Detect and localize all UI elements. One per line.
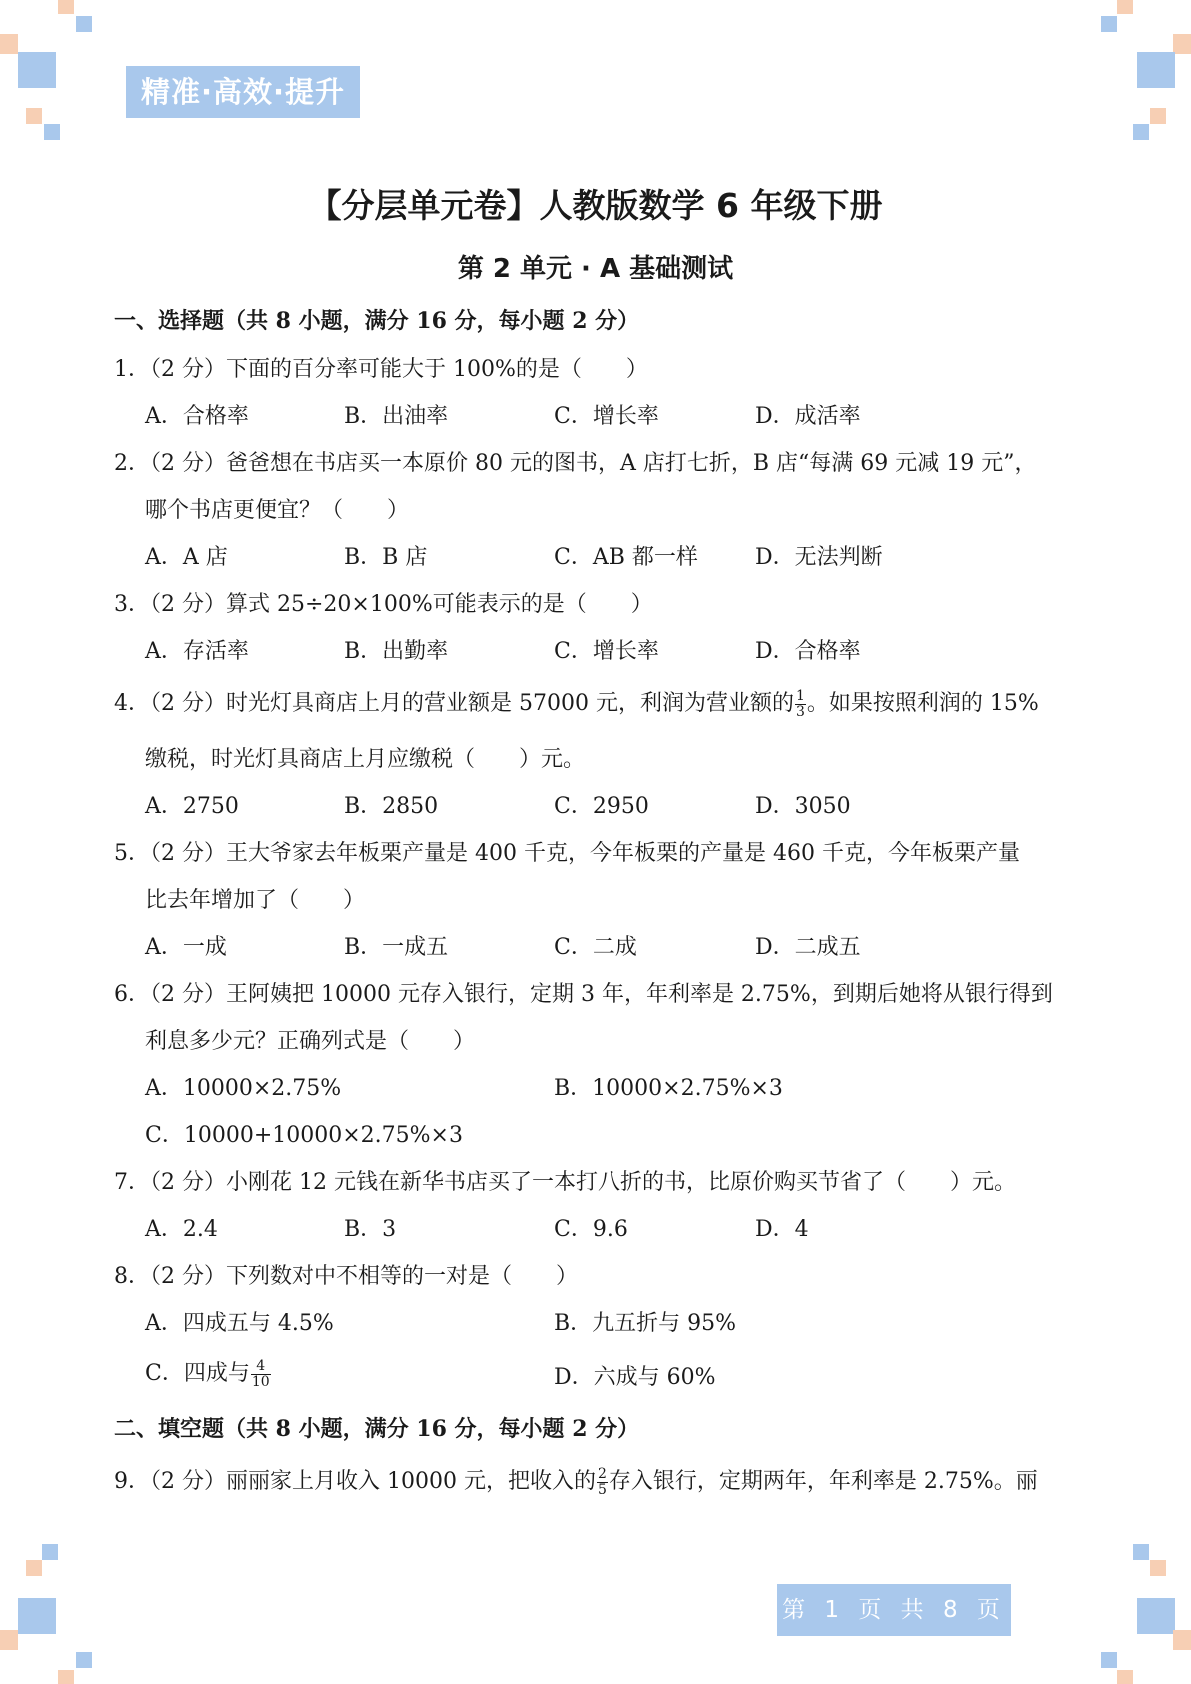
fraction-denominator: 3 [795,703,805,720]
option-b: B．B 店 [344,545,428,570]
question-1: 1．（2 分）下面的百分率可能大于 100%的是（ ） [114,357,648,382]
decor-square [42,1544,58,1560]
option-b: B．3 [344,1217,397,1242]
question-4 [114,686,1039,720]
decor-square [1133,124,1149,140]
decor-square [1117,0,1133,14]
option-c: C．AB 都一样 [554,545,698,570]
option-a: A．A 店 [145,545,228,570]
option-c: C．10000+10000×2.75%×3 [145,1123,463,1148]
question-5: 5．（2 分）王大爷家去年板栗产量是 400 千克，今年板栗的产量是 460 千克，今年板栗产量 [114,841,1020,866]
fraction-denominator: 10 [251,1373,270,1390]
decor-square [76,16,92,32]
option-c: C．增长率 [554,639,659,664]
fraction [597,1467,608,1498]
question-2: 2．（2 分）爸爸想在书店买一本原价 80 元的图书，A 店打七折，B 店“每满 69 元减 19 元”， [114,451,1037,476]
question-4-text-after: 。如果按照利润的 15% [806,691,1039,716]
question-9-text: 9．（2 分）丽丽家上月收入 10000 元，把收入的 [114,1469,596,1494]
question-9 [114,1464,1038,1498]
decor-square [18,1598,56,1634]
question-6: 6．（2 分）王阿姨把 10000 元存入银行，定期 3 年，年利率是 2.75%，到期后她将从银行得到 [114,982,1053,1007]
question-9-text-after: 存入银行，定期两年，年利率是 2.75%。丽 [608,1469,1038,1494]
decor-square [1137,1598,1175,1634]
option-d: D．成活率 [755,404,861,429]
page-title: 【分层单元卷】人教版数学 6 年级下册 [308,186,883,225]
fraction-numerator: 2 [597,1465,607,1482]
decor-square [76,1652,92,1668]
question-4-continued: 缴税，时光灯具商店上月应缴税（ ）元。 [145,747,586,772]
fraction [795,689,806,720]
decor-square [1150,1560,1166,1576]
option-b: B．出油率 [344,404,449,429]
decor-square [58,1670,74,1684]
option-c [145,1356,272,1390]
decor-square [1150,108,1166,124]
fraction [251,1359,271,1390]
decor-square [26,1560,42,1576]
option-a: A．2750 [145,794,239,819]
option-c: C．9.6 [554,1217,628,1242]
option-b: B．一成五 [344,935,449,960]
decor-square [1101,16,1117,32]
decor-square [58,0,74,14]
decor-square [1117,1670,1133,1684]
option-b: B．2850 [344,794,439,819]
brand-banner: 精准·高效·提升 [126,66,360,118]
option-d: D．二成五 [755,935,861,960]
option-b: B．10000×2.75%×3 [554,1076,783,1101]
option-d: D．合格率 [755,639,861,664]
option-b: B．出勤率 [344,639,449,664]
question-2-continued: 哪个书店更便宜？（ ） [145,498,410,523]
option-c-text: C．四成与 [145,1361,250,1386]
question-8: 8．（2 分）下列数对中不相等的一对是（ ） [114,1264,578,1289]
fraction-numerator: 1 [795,687,805,704]
option-c: C．增长率 [554,404,659,429]
question-7: 7．（2 分）小刚花 12 元钱在新华书店买了一本打八折的书，比原价购买节省了（ ）元。 [114,1170,1016,1195]
decor-square [1137,52,1175,88]
page-subtitle: 第 2 单元 · A 基础测试 [457,254,734,284]
option-c: C．2950 [554,794,649,819]
option-d: D．六成与 60% [554,1365,716,1390]
decor-square [26,108,42,124]
question-5-continued: 比去年增加了（ ） [145,888,366,913]
question-3: 3．（2 分）算式 25÷20×100%可能表示的是（ ） [114,592,653,617]
option-a: A．一成 [145,935,227,960]
decor-square [1173,1630,1191,1650]
fraction-numerator: 4 [251,1359,271,1375]
decor-square [1133,1544,1149,1560]
option-a: A．存活率 [145,639,249,664]
section-heading-fill: 二、填空题（共 8 小题，满分 16 分，每小题 2 分） [114,1416,640,1442]
decor-square [44,124,60,140]
question-6-continued: 利息多少元？正确列式是（ ） [145,1029,476,1054]
section-heading-choice: 一、选择题（共 8 小题，满分 16 分，每小题 2 分） [114,308,640,334]
option-a: A．四成五与 4.5% [145,1311,334,1336]
option-b: B．九五折与 95% [554,1311,737,1336]
option-a: A．2.4 [145,1217,218,1242]
decor-square [18,52,56,88]
option-d: D．4 [755,1217,809,1242]
page-number-badge: 第 1 页 共 8 页 [777,1584,1011,1636]
option-d: D．3050 [755,794,851,819]
decor-square [1173,34,1191,54]
option-a: A．合格率 [145,404,249,429]
decor-square [0,34,18,54]
decor-square [1101,1652,1117,1668]
fraction-denominator: 5 [597,1481,607,1498]
option-d: D．无法判断 [755,545,883,570]
option-c: C．二成 [554,935,637,960]
decor-square [0,1630,18,1650]
option-a: A．10000×2.75% [145,1076,342,1101]
question-4-text: 4．（2 分）时光灯具商店上月的营业额是 57000 元，利润为营业额的 [114,691,794,716]
